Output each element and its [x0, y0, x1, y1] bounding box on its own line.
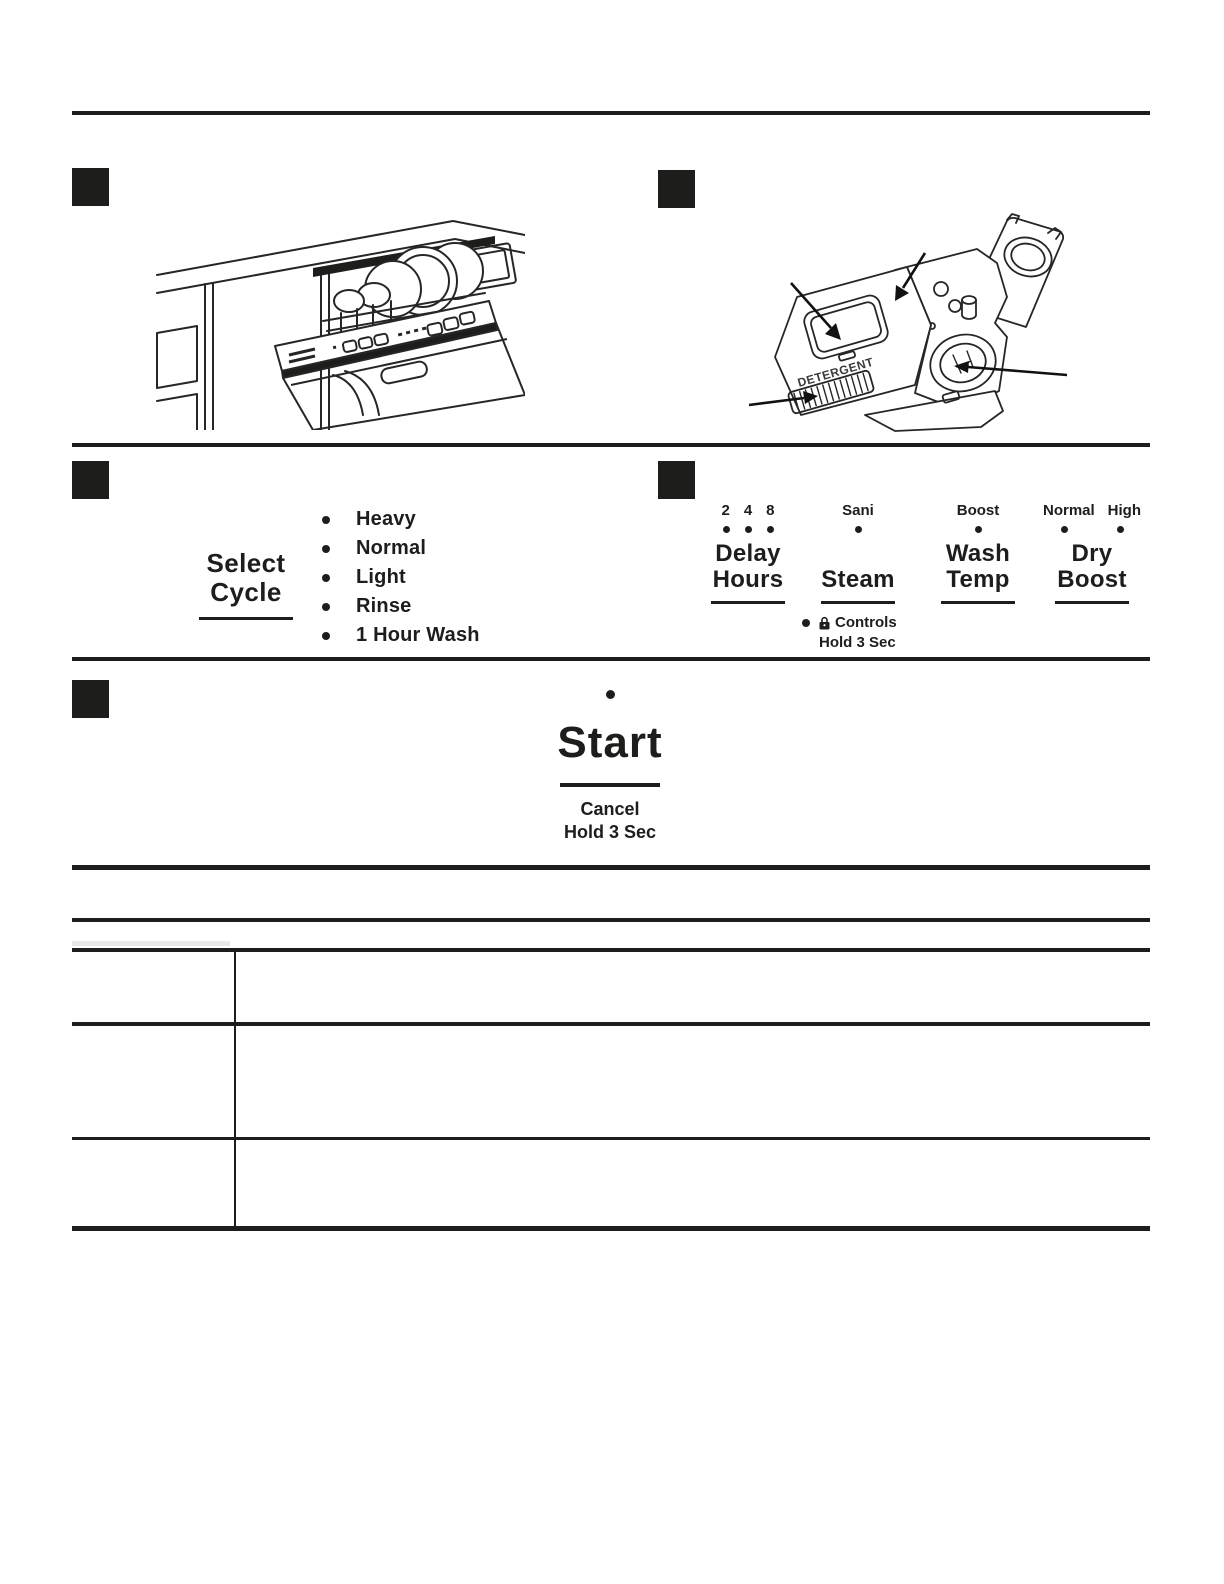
list-item	[322, 592, 480, 621]
steam-underline	[821, 601, 895, 604]
delay-label-line2: Hours	[712, 566, 784, 593]
section-divider	[72, 111, 1150, 115]
cycle-label: Rinse	[356, 595, 412, 617]
delay-value-2: 2	[721, 502, 730, 519]
start-label: Start	[557, 718, 663, 767]
section-divider	[72, 918, 1150, 922]
indicator-dot	[1061, 526, 1068, 533]
controls-lock-note	[788, 613, 928, 653]
indicator-dot	[745, 526, 752, 533]
table-cell	[72, 1140, 236, 1226]
table-cell	[236, 1026, 1150, 1137]
bullet-icon	[322, 574, 330, 582]
cancel-label: Cancel	[580, 799, 640, 819]
cycle-label: 1 Hour Wash	[356, 624, 480, 646]
indicator-dot	[1117, 526, 1124, 533]
select-cycle-title	[191, 549, 301, 607]
delay-value-4: 4	[743, 502, 753, 519]
dishwasher-door	[275, 301, 525, 430]
dry-boost-line1: Dry	[1071, 540, 1113, 567]
wash-temp-line2: Temp	[946, 566, 1010, 593]
delay-value-8: 8	[766, 502, 775, 519]
table-row	[72, 952, 1150, 1026]
section-divider	[72, 657, 1150, 661]
normal-label: Normal	[1042, 502, 1095, 519]
detergent-cup-lid	[775, 267, 931, 415]
step-marker-3	[72, 461, 109, 499]
bullet-icon	[322, 603, 330, 611]
table-row	[72, 1140, 1150, 1226]
left-cabinet	[157, 283, 213, 430]
reference-table	[72, 948, 1150, 1231]
list-item	[322, 505, 480, 534]
start-underline	[560, 783, 660, 787]
indicator-dot	[723, 526, 730, 533]
indicator-dot	[855, 526, 862, 533]
select-cycle-title-line2: Cycle	[210, 577, 282, 607]
section-divider	[72, 865, 1150, 870]
list-item	[322, 621, 480, 650]
dishwasher-illustration	[155, 205, 525, 430]
lock-note-text	[819, 613, 897, 653]
step-marker-5	[72, 680, 109, 718]
detergent-dispenser-illustration	[745, 205, 1075, 435]
scan-artifact	[72, 941, 230, 946]
boost-label: Boost	[956, 502, 1000, 519]
table-cell	[236, 1140, 1150, 1226]
cancel-hold-label: Hold 3 Sec	[563, 822, 657, 842]
list-item	[322, 563, 480, 592]
steam-label: Steam	[821, 566, 895, 593]
select-cycle-underline	[199, 617, 293, 620]
bullet-icon	[322, 545, 330, 553]
indicator-dots	[788, 526, 928, 533]
cycle-label: Normal	[356, 537, 427, 559]
option-group-steam	[788, 502, 928, 653]
high-label: High	[1107, 502, 1141, 519]
dry-boost-underline	[1055, 601, 1129, 604]
dry-boost-indicator-values	[1022, 502, 1162, 520]
indicator-dots	[1022, 526, 1162, 533]
dry-boost-line2: Boost	[1057, 566, 1127, 593]
cycle-list	[322, 505, 480, 650]
step-marker-4	[658, 461, 695, 499]
table-cell	[236, 952, 1150, 1022]
wash-temp-underline	[941, 601, 1015, 604]
cycle-label: Light	[356, 566, 406, 588]
detergent-embossed-label: DETERGENT	[795, 354, 876, 390]
sani-label: Sani	[842, 502, 874, 519]
delay-hours-underline	[711, 601, 785, 604]
steam-indicator-value	[788, 502, 928, 520]
indicator-dot	[975, 526, 982, 533]
indicator-dot	[802, 619, 810, 627]
start-block	[500, 690, 720, 842]
select-cycle-title-line1: Select	[206, 548, 286, 578]
select-cycle-block	[191, 549, 301, 620]
cycle-label: Heavy	[356, 508, 416, 530]
indicator-dot	[606, 690, 615, 699]
step-marker-1	[72, 168, 109, 206]
dry-boost-label	[1022, 541, 1162, 593]
bullet-icon	[322, 516, 330, 524]
section-divider	[72, 443, 1150, 447]
list-item	[322, 534, 480, 563]
table-cell	[72, 1026, 236, 1137]
bullet-icon	[322, 632, 330, 640]
lock-icon	[819, 616, 830, 630]
table-row	[72, 1026, 1150, 1140]
controls-hold-label: Hold 3 Sec	[819, 634, 896, 651]
indicator-dot	[767, 526, 774, 533]
table-cell	[72, 952, 236, 1022]
step-marker-2	[658, 170, 695, 208]
delay-label-line1: Delay	[715, 540, 781, 567]
wash-temp-line1: Wash	[945, 540, 1011, 567]
controls-label: Controls	[835, 614, 897, 631]
option-group-dry-boost	[1022, 502, 1162, 604]
